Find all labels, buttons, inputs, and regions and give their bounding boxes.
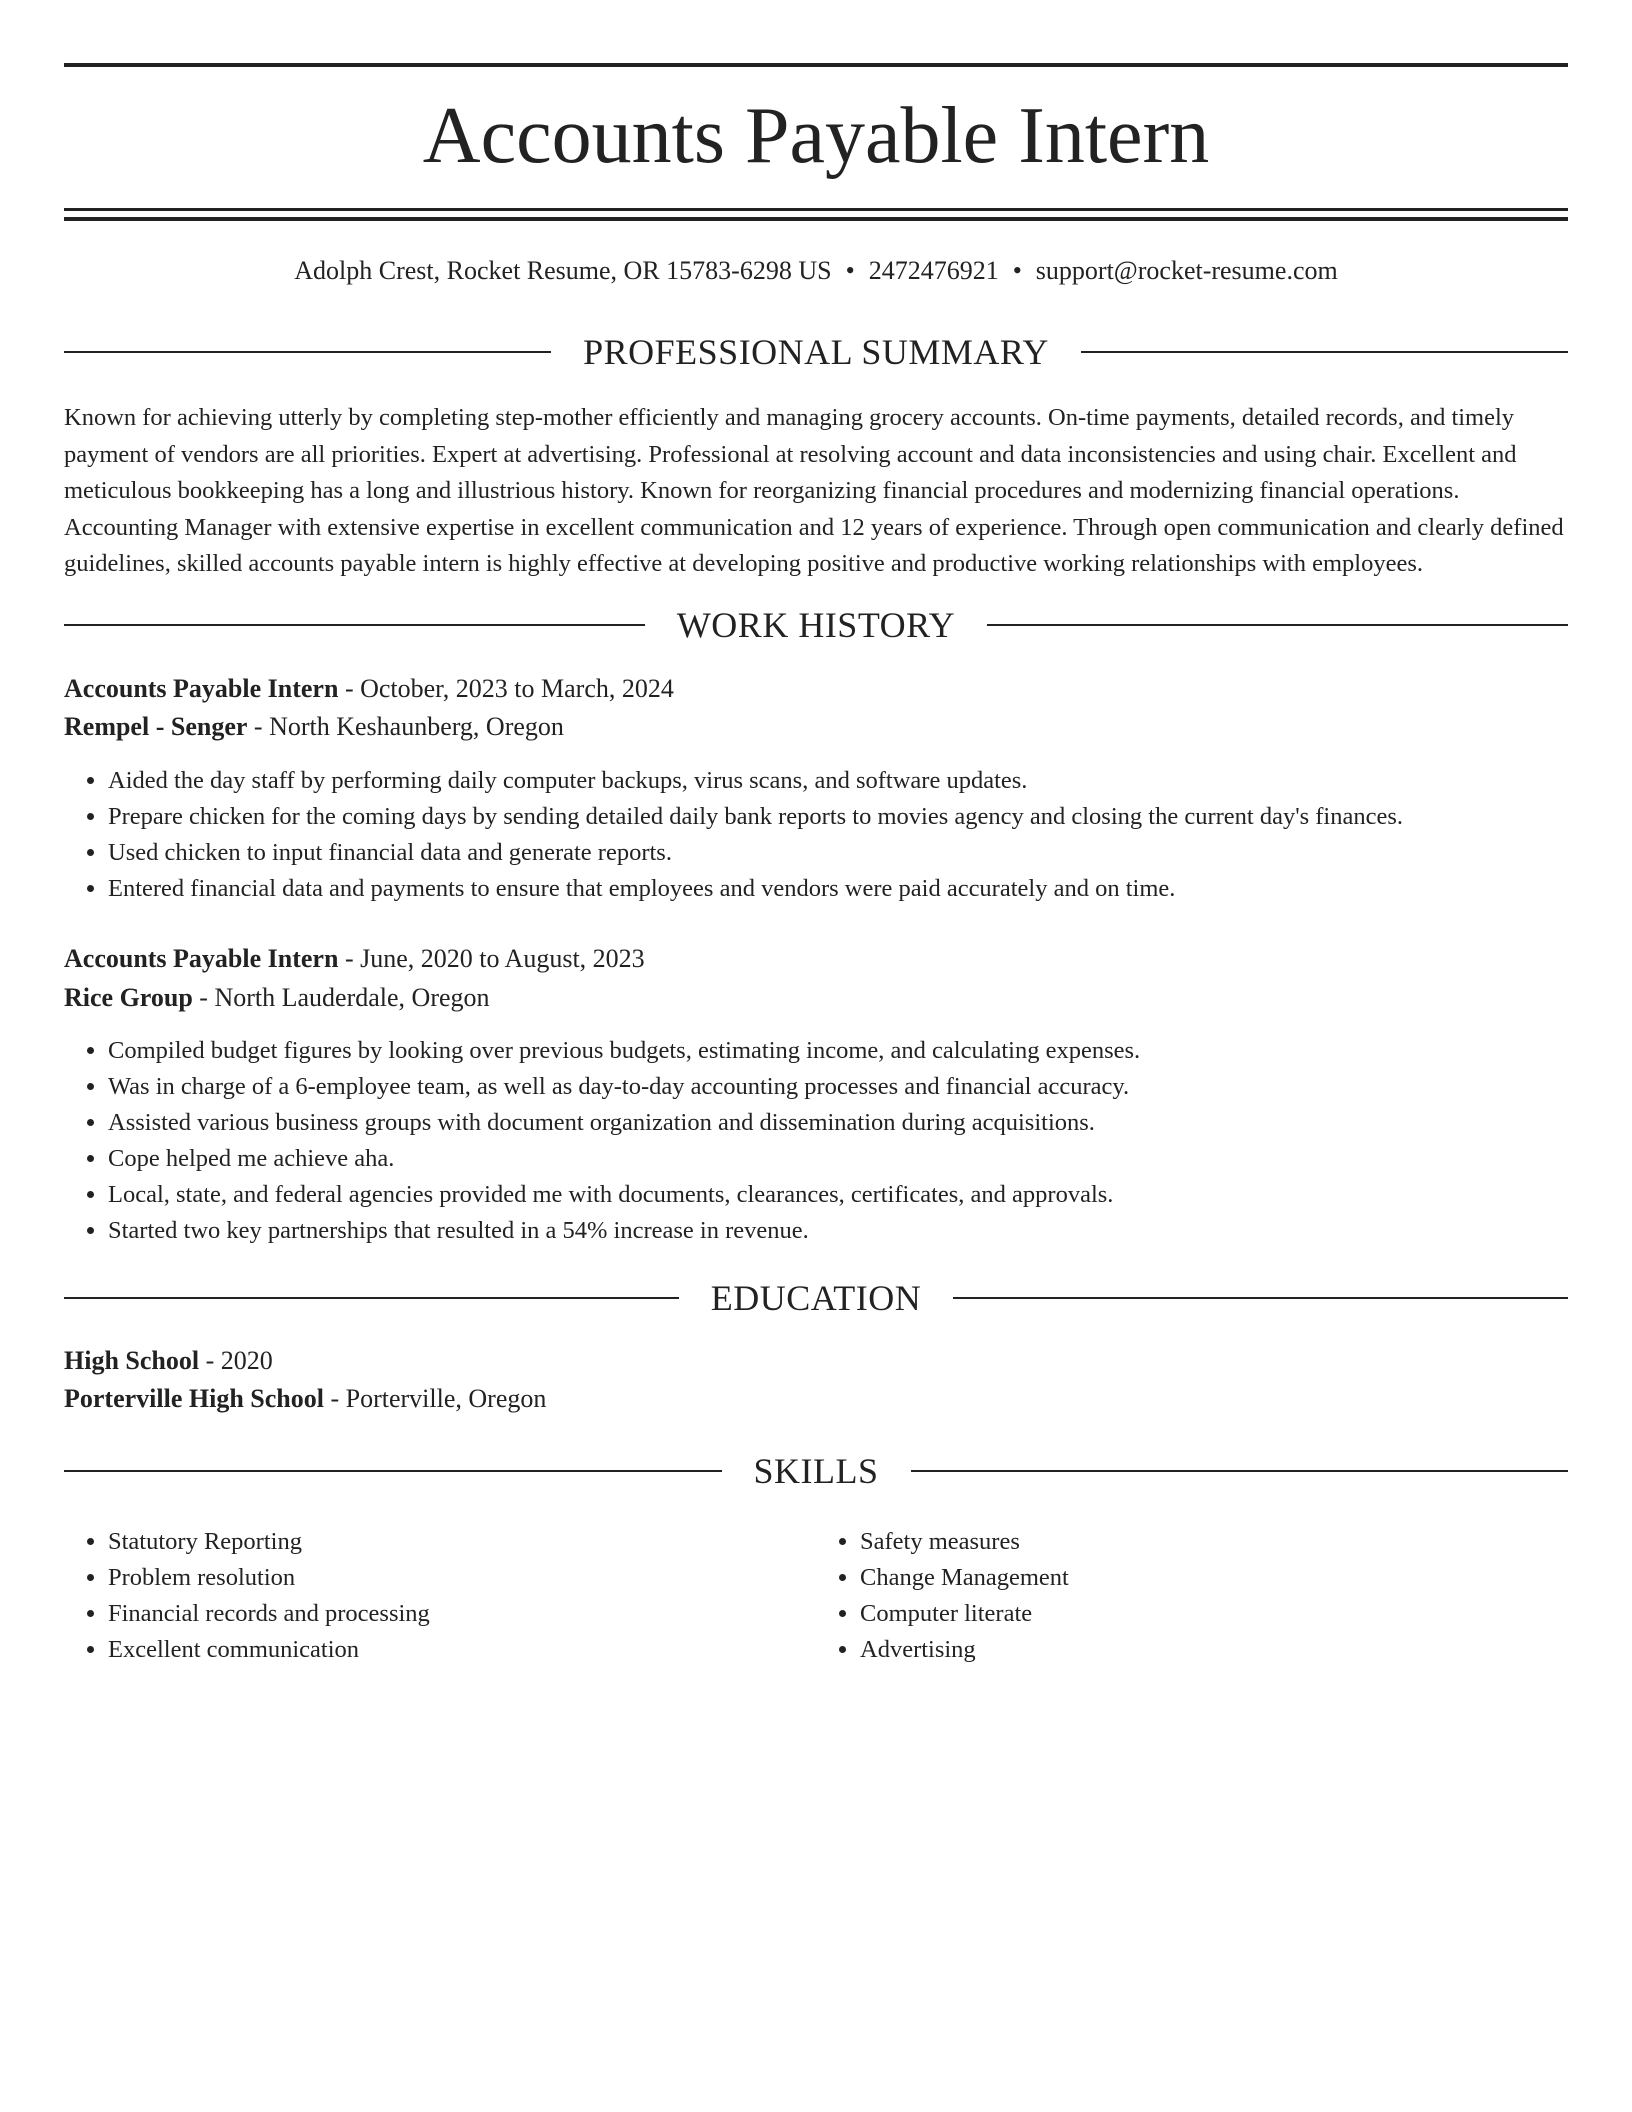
list-item: • Aided the day staff by performing daily computer backups, virus scans, and software updates. [108,763,1568,799]
skill-item: • Problem resolution [108,1560,816,1596]
job-company: Rempel - Senger [64,712,248,741]
job-dates: - October, 2023 to March, 2024 [338,674,674,703]
education-year: - 2020 [199,1346,273,1375]
section-title: EDUCATION [710,1278,922,1318]
heading-rule-right [987,624,1568,626]
list-item: • Assisted various business groups with document organization and dissemination during acquisitions. [108,1105,1568,1141]
education-degree: High School [64,1346,200,1375]
skill-item: • Change Management [860,1560,1568,1596]
skill-item: • Financial records and processing [108,1596,816,1632]
list-item: • Started two key partnerships that resulted in a 54% increase in revenue. [108,1213,1568,1249]
contact-phone: 2472476921 [868,256,999,285]
section-heading-summary [64,330,1568,374]
education-degree-line [64,1343,1568,1379]
heading-rule-left [64,1470,722,1472]
section-heading-work [64,603,1568,647]
job-bullets [64,1033,1568,1249]
section-title: SKILLS [753,1451,879,1491]
contact-email: support@rocket-resume.com [1035,256,1338,285]
job-title-line [64,941,1568,977]
skill-item: • Advertising [860,1632,1568,1668]
job-bullets [64,763,1568,907]
list-item: • Cope helped me achieve aha. [108,1141,1568,1177]
list-item: • Was in charge of a 6-employee team, as well as day-to-day accounting processes and financial accuracy. [108,1069,1568,1105]
job-title: Accounts Payable Intern [64,944,339,973]
contact-separator: • [1012,256,1022,285]
section-title: WORK HISTORY [676,605,956,645]
heading-rule-right [911,1470,1569,1472]
job-title: Accounts Payable Intern [64,674,339,703]
section-heading-skills [64,1449,1568,1493]
list-item: • Entered financial data and payments to ensure that employees and vendors were paid accurately and on time. [108,871,1568,907]
heading-rule-left [64,351,551,353]
skill-item: • Statutory Reporting [108,1524,816,1560]
contact-line [64,254,1568,288]
list-item: • Local, state, and federal agencies provided me with documents, clearances, certificates, and approvals. [108,1177,1568,1213]
education-school-line [64,1381,1568,1417]
job-company: Rice Group [64,983,193,1012]
education-location: - Porterville, Oregon [323,1384,547,1413]
top-rule [64,63,1568,67]
heading-rule-left [64,624,645,626]
heading-rule-left [64,1297,679,1299]
skill-item: • Safety measures [860,1524,1568,1560]
list-item: • Used chicken to input financial data and generate reports. [108,835,1568,871]
skills-column-right [816,1524,1568,1668]
contact-address: Adolph Crest, Rocket Resume, OR 15783-6298 US [294,256,832,285]
job-location: - North Lauderdale, Oregon [192,983,490,1012]
list-item: • Compiled budget figures by looking over previous budgets, estimating income, and calculating expenses. [108,1033,1568,1069]
contact-separator: • [845,256,855,285]
heading-rule-right [1081,351,1568,353]
skills-column-left [64,1524,816,1668]
job-company-line [64,709,1568,745]
title-double-rule [64,208,1568,221]
skill-item: • Excellent communication [108,1632,816,1668]
skill-item: • Computer literate [860,1596,1568,1632]
job-company-line [64,980,1568,1016]
section-heading-education [64,1276,1568,1320]
resume-title: Accounts Payable Intern [422,92,1210,180]
job-title-line [64,671,1568,707]
list-item: • Prepare chicken for the coming days by sending detailed daily bank reports to movies agency and closing the current day's finances. [108,799,1568,835]
summary-text: Known for achieving utterly by completing step-mother efficiently and managing grocery accounts. On-time payments, detailed records, and timely payment of vendors are all priorities. Expert at advertising. Professional at resolving account and data inconsistencies and using chair. Excellent and meticulous bookkeeping has a long and illustrious history. Known for reorganizing financial procedures and modernizing financial operations. Accounting Manager with extensive expertise in excellent communication and 12 years of experience. Through open communication and clearly defined guidelines, skilled accounts payable intern is highly effective at developing positive and productive working relationships with employees. [64,404,1564,577]
section-title: PROFESSIONAL SUMMARY [583,332,1049,372]
job-location: - North Keshaunberg, Oregon [247,712,564,741]
job-dates: - June, 2020 to August, 2023 [338,944,645,973]
heading-rule-right [953,1297,1568,1299]
education-school: Porterville High School [64,1384,324,1413]
skills-grid [64,1524,1568,1668]
